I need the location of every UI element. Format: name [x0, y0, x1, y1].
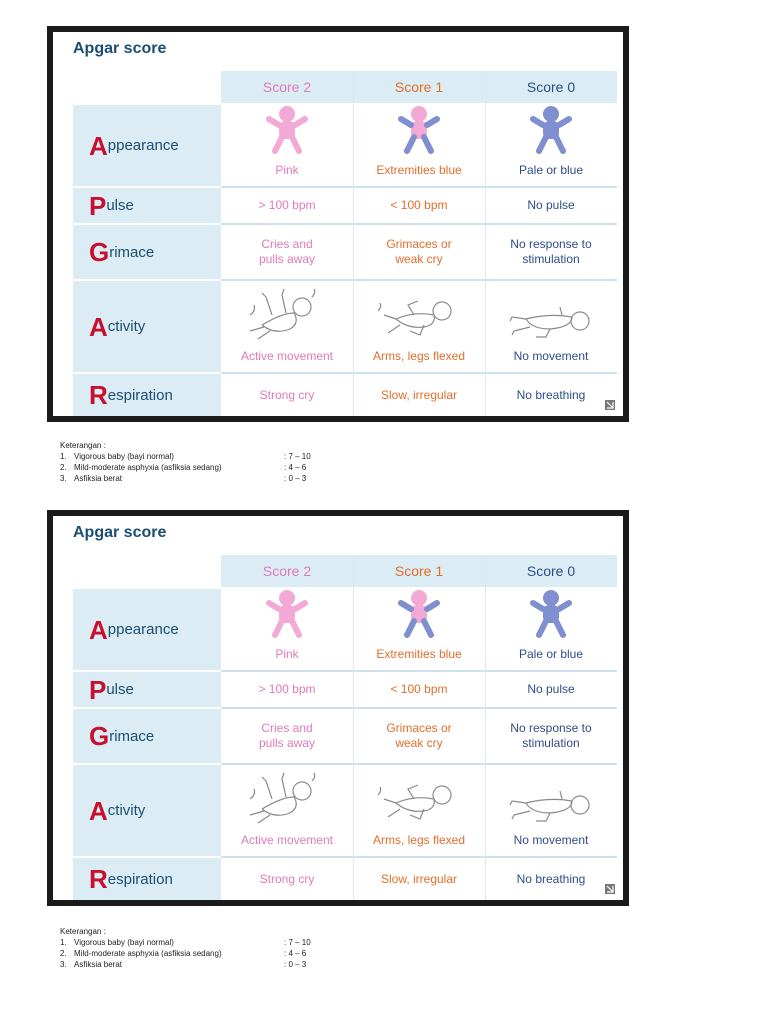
row-label-rest: rimace [109, 243, 155, 261]
row-label-appearance [73, 105, 221, 186]
cell-respiration-score-2 [221, 858, 353, 900]
header-score-1: Score 1 [353, 71, 485, 103]
cell-grimace-score-0 [485, 709, 617, 763]
cell-activity-score-2 [221, 765, 353, 856]
legend-label: Vigorous baby (bayi normal) [74, 938, 174, 947]
row-label-respiration [73, 374, 221, 416]
row-initial: G [89, 237, 110, 267]
legend-number: 1. [60, 938, 67, 947]
doll-blue-icon [529, 105, 573, 163]
apgar-table [47, 510, 629, 906]
row-label-pulse [73, 672, 221, 707]
cell-grimace-score-0 [485, 225, 617, 279]
legend-value: : 7 – 10 [284, 938, 311, 947]
cell-text: > 100 bpm [258, 682, 316, 696]
legend-value: : 0 – 3 [284, 474, 307, 483]
cell-text: Grimaces or weak cry [386, 237, 452, 266]
legend-title: Keterangan : [60, 441, 106, 450]
cell-grimace-score-1 [353, 225, 485, 279]
cell-pulse-score-2 [221, 188, 353, 223]
cell-activity-score-1 [353, 281, 485, 372]
cell-text: < 100 bpm [390, 198, 448, 212]
legend-item [60, 451, 311, 462]
legend-number: 1. [60, 452, 67, 461]
baby-flexed-icon [374, 291, 464, 349]
row-divider [221, 856, 617, 858]
cell-pulse-score-0 [485, 188, 617, 223]
cell-text: Extremities blue [376, 163, 462, 177]
cell-appearance-score-1 [353, 105, 485, 186]
column-divider [353, 71, 354, 416]
row-divider [221, 223, 617, 225]
row-initial: A [89, 614, 108, 645]
cell-appearance-score-0 [485, 105, 617, 186]
cell-text: Grimaces or weak cry [386, 721, 452, 750]
apgar-table [47, 26, 629, 422]
cell-pulse-score-1 [353, 188, 485, 223]
row-divider [221, 670, 617, 672]
row-label-rest: ctivity [107, 802, 146, 819]
cell-text: Pale or blue [518, 647, 584, 661]
row-divider [221, 186, 617, 188]
cell-text: No response to stimulation [510, 721, 592, 750]
row-initial: R [89, 380, 108, 410]
cell-pulse-score-1 [353, 672, 485, 707]
row-label-respiration [73, 858, 221, 900]
row-label-activity [73, 281, 221, 372]
doll-mixed-icon [397, 105, 441, 163]
legend-label: Mild-moderate asphyxia (asfiksia sedang) [74, 949, 222, 958]
legend-number: 3. [60, 474, 67, 483]
legend-value: : 0 – 3 [284, 960, 307, 969]
row-label-rest: ppearance [107, 621, 179, 638]
legend-item [60, 462, 311, 473]
cell-text: No movement [513, 349, 589, 363]
cell-respiration-score-2 [221, 374, 353, 416]
cell-text: Slow, irregular [380, 871, 458, 886]
header-score-1: Score 1 [353, 555, 485, 587]
row-divider [221, 763, 617, 765]
doll-blue-icon [529, 589, 573, 647]
row-initial: P [89, 190, 107, 221]
corner-icon [605, 884, 615, 894]
cell-text: Strong cry [259, 871, 315, 886]
legend-label: Asfiksia berat [74, 960, 123, 969]
cell-activity-score-0 [485, 281, 617, 372]
legend-label: Asfiksia berat [74, 474, 123, 483]
legend-item [60, 959, 311, 970]
row-label-rest: ulse [106, 197, 134, 214]
legend-number: 3. [60, 960, 67, 969]
cell-text: Active movement [240, 349, 334, 363]
cell-text: No breathing [516, 387, 586, 402]
cell-activity-score-2 [221, 281, 353, 372]
cell-pulse-score-0 [485, 672, 617, 707]
row-initial: A [89, 795, 108, 826]
cell-text: Arms, legs flexed [372, 833, 466, 847]
cell-text: Slow, irregular [380, 387, 458, 402]
header-score-2: Score 2 [221, 555, 353, 587]
cell-activity-score-1 [353, 765, 485, 856]
cell-pulse-score-2 [221, 672, 353, 707]
apgar-title: Apgar score [73, 524, 167, 541]
cell-text: < 100 bpm [390, 682, 448, 696]
legend-value: : 4 – 6 [284, 949, 307, 958]
cell-grimace-score-1 [353, 709, 485, 763]
legend-item [60, 937, 311, 948]
row-label-pulse [73, 188, 221, 223]
row-label-rest: ctivity [107, 318, 146, 335]
cell-text: No movement [513, 833, 589, 847]
doll-pink-icon [265, 589, 309, 647]
cell-respiration-score-1 [353, 858, 485, 900]
row-initial: A [89, 130, 108, 161]
cell-text: > 100 bpm [258, 198, 316, 212]
cell-text: Pink [275, 647, 299, 661]
cell-text: No pulse [527, 682, 575, 696]
column-divider [485, 555, 486, 900]
baby-flexed-icon [374, 775, 464, 833]
cell-text: Extremities blue [376, 647, 462, 661]
legend-item [60, 473, 311, 484]
cell-text: No pulse [527, 198, 575, 212]
row-divider [221, 707, 617, 709]
legend-title: Keterangan : [60, 927, 106, 936]
column-divider [353, 555, 354, 900]
legend-item [60, 948, 311, 959]
row-initial: R [89, 864, 108, 894]
cell-respiration-score-1 [353, 374, 485, 416]
cell-text: Strong cry [259, 387, 315, 402]
row-label-grimace [73, 709, 221, 763]
row-label-rest: rimace [109, 727, 155, 745]
legend [60, 926, 311, 970]
row-initial: P [89, 674, 107, 705]
cell-text: Active movement [240, 833, 334, 847]
row-label-rest: ulse [106, 681, 134, 698]
legend-number: 2. [60, 463, 67, 472]
header-score-2: Score 2 [221, 71, 353, 103]
row-label-rest: espiration [107, 870, 173, 888]
cell-text: Cries and pulls away [258, 237, 316, 266]
baby-active-icon [242, 285, 332, 349]
row-label-rest: ppearance [107, 137, 179, 154]
apgar-title: Apgar score [73, 40, 167, 57]
row-divider [221, 279, 617, 281]
cell-respiration-score-0 [485, 858, 617, 900]
baby-limp-icon [506, 785, 596, 833]
cell-appearance-score-1 [353, 589, 485, 670]
legend-number: 2. [60, 949, 67, 958]
column-divider [485, 71, 486, 416]
row-divider [221, 372, 617, 374]
header-score-0: Score 0 [485, 555, 617, 587]
row-label-grimace [73, 225, 221, 279]
cell-grimace-score-2 [221, 709, 353, 763]
cell-text: No breathing [516, 871, 586, 886]
row-label-appearance [73, 589, 221, 670]
doll-mixed-icon [397, 589, 441, 647]
legend [60, 440, 311, 484]
legend-label: Mild-moderate asphyxia (asfiksia sedang) [74, 463, 222, 472]
doll-pink-icon [265, 105, 309, 163]
baby-limp-icon [506, 301, 596, 349]
cell-grimace-score-2 [221, 225, 353, 279]
cell-activity-score-0 [485, 765, 617, 856]
cell-text: No response to stimulation [510, 237, 592, 266]
legend-value: : 7 – 10 [284, 452, 311, 461]
cell-respiration-score-0 [485, 374, 617, 416]
row-label-rest: espiration [107, 386, 173, 404]
cell-text: Cries and pulls away [258, 721, 316, 750]
legend-label: Vigorous baby (bayi normal) [74, 452, 174, 461]
corner-icon [605, 400, 615, 410]
row-label-activity [73, 765, 221, 856]
legend-value: : 4 – 6 [284, 463, 307, 472]
cell-appearance-score-0 [485, 589, 617, 670]
row-initial: G [89, 721, 110, 751]
header-score-0: Score 0 [485, 71, 617, 103]
cell-text: Arms, legs flexed [372, 349, 466, 363]
cell-text: Pale or blue [518, 163, 584, 177]
cell-text: Pink [275, 163, 299, 177]
baby-active-icon [242, 769, 332, 833]
cell-appearance-score-2 [221, 589, 353, 670]
cell-appearance-score-2 [221, 105, 353, 186]
row-initial: A [89, 311, 108, 342]
